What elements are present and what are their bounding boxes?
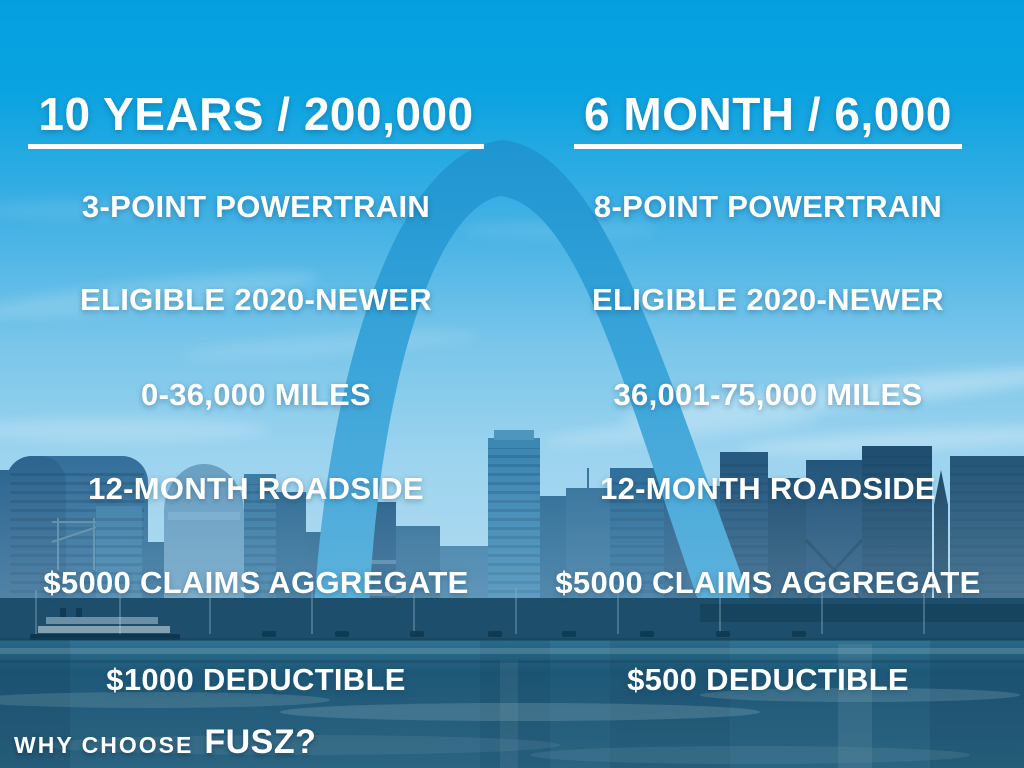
plan-heading-right: 6 MONTH / 6,000	[574, 88, 962, 149]
plan-column-right	[512, 0, 1024, 768]
plan-feature-row: $5000 CLAIMS AGGREGATE	[555, 565, 981, 600]
plan-feature-row: 12-MONTH ROADSIDE	[88, 471, 424, 506]
plan-feature-row: ELIGIBLE 2020-NEWER	[592, 282, 944, 317]
plan-feature-row: 0-36,000 MILES	[141, 377, 371, 412]
plan-feature-row: ELIGIBLE 2020-NEWER	[80, 282, 432, 317]
plan-feature-row: 36,001-75,000 MILES	[613, 377, 923, 412]
plan-heading-left: 10 YEARS / 200,000	[28, 88, 483, 149]
footer-brand: FUSZ?	[204, 723, 317, 761]
plan-feature-row: $1000 DEDUCTIBLE	[106, 662, 406, 697]
plan-feature-row: 12-MONTH ROADSIDE	[600, 471, 936, 506]
footer-prefix: WHY CHOOSE	[14, 732, 194, 758]
plan-feature-row: 3-POINT POWERTRAIN	[81, 189, 431, 224]
plan-heading-wrap	[0, 88, 512, 149]
footer-tagline	[14, 723, 316, 762]
plan-heading-wrap	[512, 88, 1024, 149]
plan-feature-row: $5000 CLAIMS AGGREGATE	[43, 565, 469, 600]
plan-feature-row: 8-POINT POWERTRAIN	[593, 189, 943, 224]
plan-feature-row: $500 DEDUCTIBLE	[627, 662, 909, 697]
